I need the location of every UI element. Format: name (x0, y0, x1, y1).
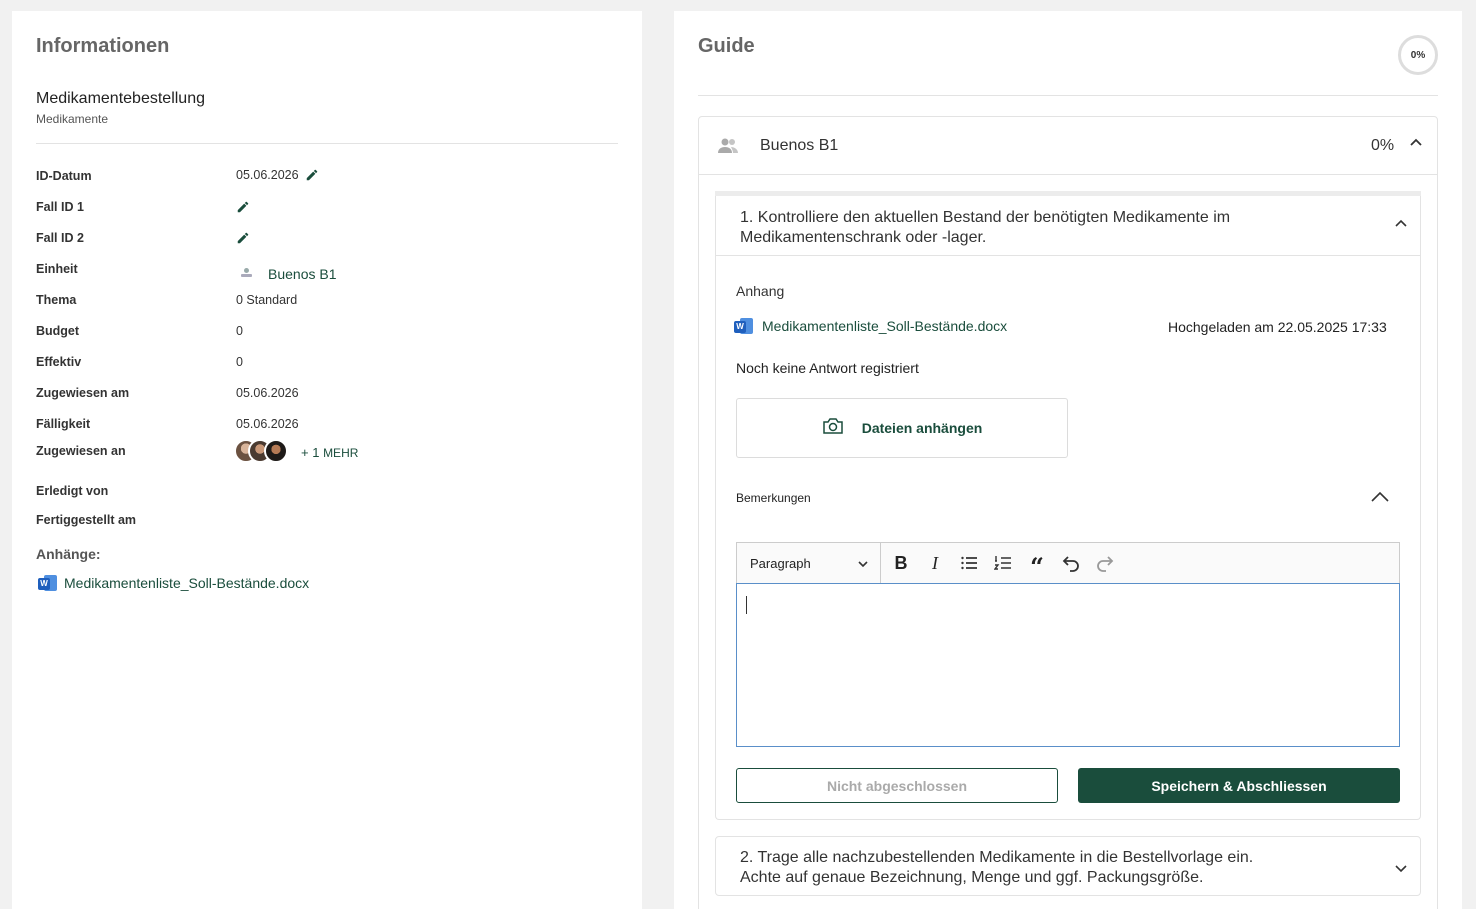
budget-value: 0 (236, 324, 243, 338)
fall-id-1-label: Fall ID 1 (36, 200, 84, 214)
chevron-up-icon[interactable] (1409, 136, 1423, 155)
camera-icon (822, 417, 844, 440)
undo-icon[interactable] (1057, 549, 1085, 577)
step-2-title-line: Achte auf genaue Bezeichnung, Menge und ggf. Packungsgröße. (740, 869, 1204, 886)
fall-id-2-label: Fall ID 2 (36, 231, 84, 245)
word-document-icon: W (734, 317, 754, 335)
avatar (264, 439, 288, 463)
numbered-list-icon[interactable] (989, 549, 1017, 577)
step-2-title-line: 2. Trage alle nachzubestellenden Medikamente in die Bestellvorlage ein. (740, 849, 1254, 866)
more-assignees-link[interactable] (301, 445, 358, 460)
group-users-icon (717, 137, 739, 160)
group-progress: 0% (1371, 137, 1395, 154)
attach-files-button[interactable] (736, 398, 1068, 458)
step-attachment-label: Anhang (736, 283, 785, 299)
information-heading: Informationen (36, 35, 170, 57)
attachment-link[interactable]: Medikamentenliste_Soll-Bestände.docx (64, 575, 310, 591)
unit-logo-icon (236, 264, 256, 284)
blockquote-icon[interactable]: “ (1030, 552, 1044, 581)
zugewiesen-an-label: Zugewiesen an (36, 444, 126, 458)
step-attachment-link[interactable]: Medikamentenliste_Soll-Bestände.docx (762, 318, 1008, 334)
budget-label: Budget (36, 324, 80, 338)
paragraph-format-value: Paragraph (750, 555, 811, 571)
step-2-card[interactable] (715, 836, 1421, 896)
thema-label: Thema (36, 293, 77, 307)
more-count: + 1 (301, 445, 320, 460)
step-1-title-line: Medikamentenschrank oder -lager. (740, 229, 987, 246)
italic-icon[interactable]: I (932, 552, 938, 573)
text-cursor (746, 596, 747, 614)
step-attachment-item[interactable] (734, 317, 1007, 335)
step-2-title (740, 848, 1253, 888)
faelligkeit-label: Fälligkeit (36, 417, 91, 431)
zugewiesen-am-value: 05.06.2026 (236, 386, 299, 400)
attachments-heading: Anhänge: (36, 546, 101, 562)
einheit-value (236, 264, 337, 284)
task-category: Medikamente (36, 112, 109, 126)
step-1-title (740, 208, 1230, 248)
edit-pencil-icon[interactable] (236, 231, 250, 245)
upload-timestamp: Hochgeladen am 22.05.2025 17:33 (1168, 319, 1387, 335)
guide-progress-ring: 0% (1398, 35, 1438, 75)
chevron-down-icon[interactable] (1394, 861, 1408, 880)
remarks-label: Bemerkungen (736, 491, 811, 505)
bold-icon[interactable]: B (894, 552, 908, 573)
id-datum-label: ID-Datum (36, 169, 92, 183)
chevron-up-icon[interactable] (1394, 217, 1408, 236)
step-1-header[interactable] (716, 196, 1420, 256)
chevron-down-icon (858, 556, 868, 571)
id-datum-value (236, 168, 319, 182)
group-name: Buenos B1 (760, 137, 839, 154)
step-1-card (715, 196, 1421, 820)
word-document-icon: W (38, 574, 58, 592)
faelligkeit-value: 05.06.2026 (236, 417, 299, 431)
unit-link[interactable]: Buenos B1 (268, 266, 337, 282)
remarks-editor[interactable] (736, 583, 1400, 747)
effektiv-label: Effektiv (36, 355, 82, 369)
edit-pencil-icon[interactable] (305, 168, 319, 182)
attachment-item[interactable] (38, 574, 309, 592)
redo-icon[interactable] (1091, 549, 1119, 577)
chevron-up-icon[interactable] (1370, 490, 1390, 509)
information-panel (12, 11, 642, 909)
erledigt-von-label: Erledigt von (36, 484, 109, 498)
effektiv-value: 0 (236, 355, 243, 369)
edit-pencil-icon[interactable] (236, 200, 250, 214)
divider (36, 143, 618, 144)
no-answer-text: Noch keine Antwort registriert (736, 360, 919, 376)
fall-id-1-value (236, 200, 250, 214)
zugewiesen-am-label: Zugewiesen am (36, 386, 130, 400)
more-label: MEHR (323, 446, 359, 460)
save-complete-button[interactable]: Speichern & Abschliessen (1078, 768, 1400, 803)
guide-heading: Guide (698, 35, 755, 57)
divider (698, 95, 1438, 96)
group-header[interactable] (699, 117, 1437, 175)
assignee-avatars[interactable] (234, 439, 296, 465)
paragraph-format-select[interactable] (737, 543, 881, 583)
fall-id-2-value (236, 231, 250, 245)
einheit-label: Einheit (36, 262, 78, 276)
attach-files-label: Dateien anhängen (861, 420, 983, 436)
not-completed-button[interactable]: Nicht abgeschlossen (736, 768, 1058, 803)
bulleted-list-icon[interactable] (955, 549, 983, 577)
editor-toolbar (736, 542, 1400, 583)
group-card (698, 116, 1438, 909)
id-datum-text: 05.06.2026 (236, 168, 299, 182)
guide-panel (674, 11, 1462, 909)
task-title: Medikamentebestellung (36, 90, 205, 107)
fertiggestellt-am-label: Fertiggestellt am (36, 513, 137, 527)
step-1-title-line: 1. Kontrolliere den aktuellen Bestand der benötigten Medikamente im (740, 209, 1231, 226)
thema-value: 0 Standard (236, 293, 298, 307)
